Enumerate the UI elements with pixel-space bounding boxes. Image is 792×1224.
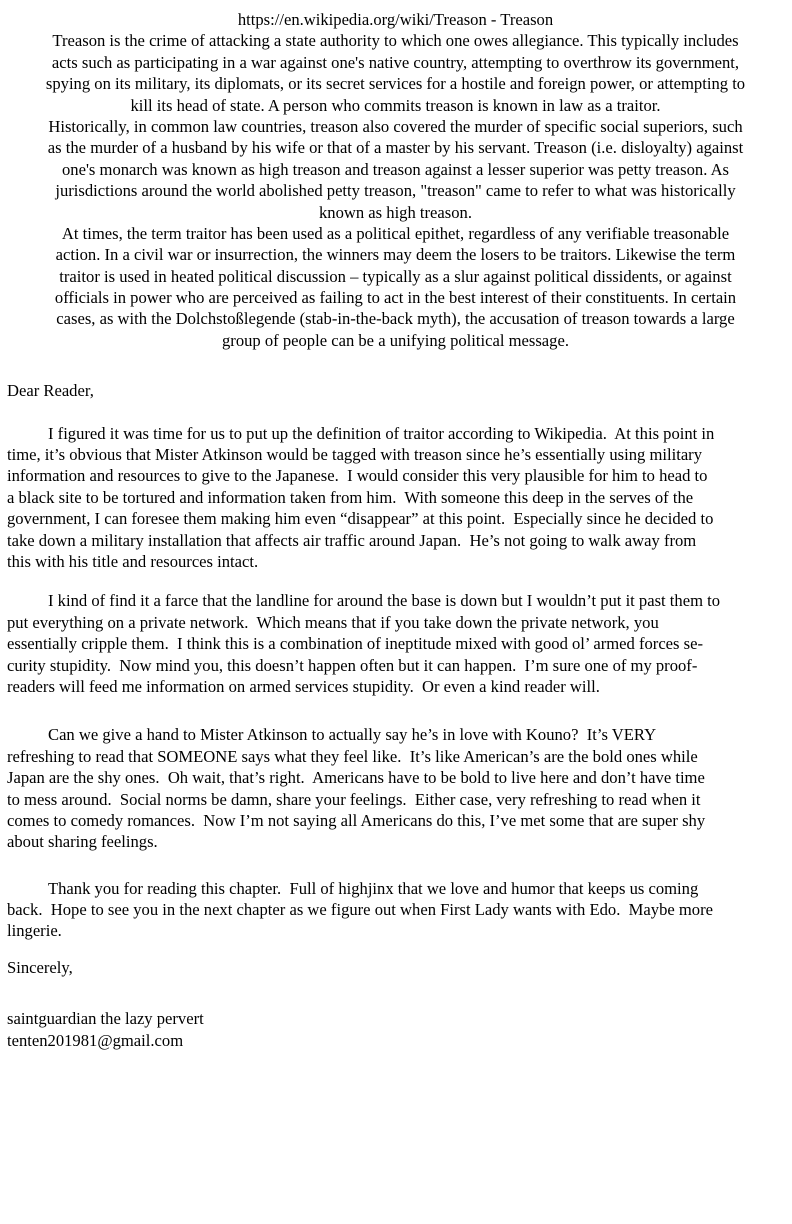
wikipedia-quote-block	[7, 9, 784, 351]
letter-closing: Sincerely,	[7, 957, 73, 977]
text-line: known as high treason.	[318, 202, 472, 222]
letter-body	[7, 380, 784, 1051]
text-line: At times, the term traitor has been used as a political epithet, regardless of any verifiable treasonable	[61, 223, 730, 243]
text-line: spying on its military, its diplomats, or its secret services for a hostile and foreign power, or attempting to	[45, 74, 746, 94]
text-line: put everything on a private network. Which means that if you take down the private network, you	[7, 612, 659, 632]
text-line: curity stupidity. Now mind you, this doesn’t happen often but it can happen. I’m sure one of my proof-	[7, 655, 698, 675]
text-line: Thank you for reading this chapter. Full of highjinx that we love and humor that keeps us coming	[48, 878, 699, 898]
text-line: as the murder of a husband by his wife or that of a master by his servant. Treason (i.e. disloyalty) against	[47, 138, 744, 158]
text-line: acts such as participating in a war against one's native country, attempting to overthrow its government,	[51, 52, 740, 72]
text-line: group of people can be a unifying political message.	[222, 330, 569, 350]
text-line: information and resources to give to the Japanese. I would consider this very plausible for him to head to	[7, 466, 708, 486]
letter-salutation: Dear Reader,	[7, 381, 94, 401]
text-line: refreshing to read that SOMEONE says what they feel like. It’s like American’s are the bold ones while	[7, 746, 698, 766]
quote-source-line: https://en.wikipedia.org/wiki/Treason - Treason	[237, 10, 554, 29]
signature-block	[7, 1008, 784, 1051]
letter-paragraph-3	[7, 724, 784, 852]
text-line: about sharing feelings.	[7, 832, 158, 852]
text-line: cases, as with the Dolchstoßlegende (stab-in-the-back myth), the accusation of treason towards a large	[56, 309, 735, 329]
letter-paragraph-1	[7, 423, 784, 573]
text-line: kill its head of state. A person who commits treason is known in law as a traitor.	[130, 95, 661, 115]
text-line: traitor is used in heated political discussion – typically as a slur against political dissidents, or against	[59, 266, 732, 286]
text-line: essentially cripple them. I think this is a combination of ineptitude mixed with good ol’ armed forces se-	[7, 634, 704, 654]
text-line: Historically, in common law countries, treason also covered the murder of specific social superiors, such	[48, 116, 743, 136]
text-line: I figured it was time for us to put up the definition of traitor according to Wikipedia. At this point in	[48, 423, 715, 443]
letter-paragraph-2	[7, 590, 784, 697]
signature-email: tenten201981@gmail.com	[7, 1030, 184, 1050]
text-line: action. In a civil war or insurrection, the winners may deem the losers to be traitors. Likewise the term	[55, 245, 736, 265]
text-line: Can we give a hand to Mister Atkinson to actually say he’s in love with Kouno? It’s VERY	[48, 725, 657, 745]
text-line: time, it’s obvious that Mister Atkinson would be tagged with treason since he’s essentially using military	[7, 445, 703, 465]
text-line: comes to comedy romances. Now I’m not saying all Americans do this, I’ve met some that are super shy	[7, 810, 706, 830]
text-line: one's monarch was known as high treason and treason against a lesser superior was petty treason. As	[61, 159, 730, 179]
signature-name: saintguardian the lazy pervert	[7, 1009, 204, 1029]
text-line: this with his title and resources intact.	[7, 551, 259, 571]
text-line: take down a military installation that affects air traffic around Japan. He’s not going to walk away from	[7, 530, 697, 550]
text-line: lingerie.	[7, 921, 62, 941]
text-line: I kind of find it a farce that the landline for around the base is down but I wouldn’t put it past them to	[48, 591, 721, 611]
text-line: readers will feed me information on armed services stupidity. Or even a kind reader will.	[7, 676, 600, 696]
text-line: to mess around. Social norms be damn, share your feelings. Either case, very refreshing to read when it	[7, 789, 701, 809]
text-line: Japan are the shy ones. Oh wait, that’s right. Americans have to be bold to live here and don’t have time	[7, 768, 705, 788]
text-line: Treason is the crime of attacking a state authority to which one owes allegiance. This typically includes	[52, 31, 739, 51]
text-line: government, I can foresee them making him even “disappear” at this point. Especially since he decided to	[7, 509, 714, 529]
text-line: jurisdictions around the world abolished petty treason, "treason" came to refer to what was historically	[55, 181, 736, 201]
letter-paragraph-4	[7, 878, 784, 942]
text-line: a black site to be tortured and information taken from him. With someone this deep in the serves of the	[7, 487, 694, 507]
text-line: back. Hope to see you in the next chapter as we figure out when First Lady wants with Edo. Maybe more	[7, 900, 713, 920]
quote-text	[7, 30, 784, 351]
text-line: officials in power who are perceived as failing to act in the best interest of their constituents. In certain	[54, 288, 737, 308]
